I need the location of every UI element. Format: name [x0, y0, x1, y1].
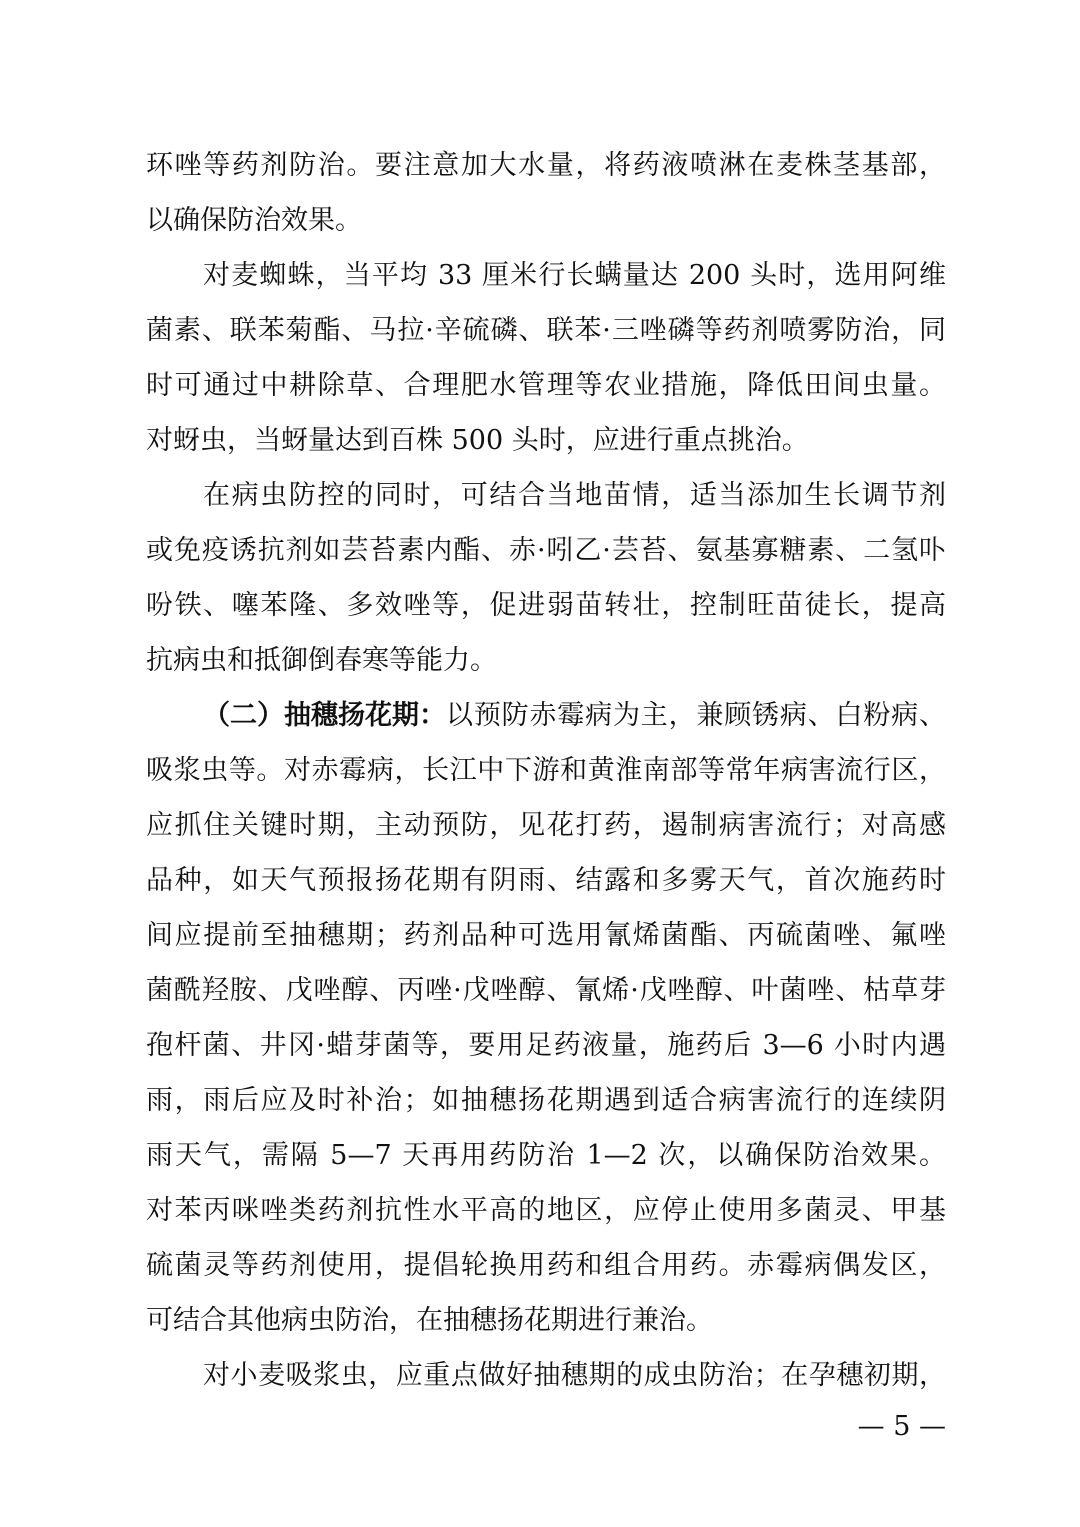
text-line: 对苯丙咪唑类药剂抗性水平高的地区，应停止使用多菌灵、甲基: [146, 1195, 946, 1226]
text-line: 应抓住关键时期，主动预防，见花打药，遏制病害流行；对高感: [146, 810, 946, 841]
text-line: 时可通过中耕除草、合理肥水管理等农业措施，降低田间虫量。: [146, 370, 946, 401]
text-line: 可结合其他病虫防治，在抽穗扬花期进行兼治。: [146, 1305, 713, 1336]
text-line: 间应提前至抽穗期；药剂品种可选用氰烯菌酯、丙硫菌唑、氟唑: [146, 920, 946, 951]
text-line: 孢杆菌、井冈·蜡芽菌等，要用足药液量，施药后 3—6 小时内遇: [146, 1030, 946, 1061]
text-line: 抗病虫和抵御倒春寒等能力。: [146, 645, 497, 676]
page-number: — 5 —: [857, 1411, 946, 1442]
text-line: 以预防赤霉病为主，兼顾锈病、白粉病、: [446, 700, 946, 731]
text-line: 在病虫防控的同时，可结合当地苗情，适当添加生长调节剂: [203, 480, 946, 511]
text-line: 菌酰羟胺、戊唑醇、丙唑·戊唑醇、氰烯·戊唑醇、叶菌唑、枯草芽: [146, 975, 946, 1006]
text-line: 雨，雨后应及时补治；如抽穗扬花期遇到适合病害流行的连续阴: [146, 1085, 946, 1116]
text-line: 对小麦吸浆虫，应重点做好抽穗期的成虫防治；在孕穗初期，: [203, 1360, 946, 1391]
text-line: 硫菌灵等药剂使用，提倡轮换用药和组合用药。赤霉病偶发区，: [146, 1250, 946, 1281]
section-heading: （二）抽穗扬花期：: [203, 700, 446, 731]
section-paragraph-start: [203, 696, 946, 736]
text-line: 以确保防治效果。: [146, 205, 362, 236]
text-line: 吩铁、噻苯隆、多效唑等，促进弱苗转壮，控制旺苗徒长，提高: [146, 590, 946, 621]
text-line: 对麦蜘蛛，当平均 33 厘米行长螨量达 200 头时，选用阿维: [203, 260, 946, 291]
text-line: 吸浆虫等。对赤霉病，长江中下游和黄淮南部等常年病害流行区，: [146, 755, 946, 786]
text-line: 菌素、联苯菊酯、马拉·辛硫磷、联苯·三唑磷等药剂喷雾防治，同: [146, 315, 946, 346]
text-line: 品种，如天气预报扬花期有阴雨、结露和多雾天气，首次施药时: [146, 865, 946, 896]
text-line: 对蚜虫，当蚜量达到百株 500 头时，应进行重点挑治。: [146, 425, 809, 456]
text-line: 雨天气，需隔 5—7 天再用药防治 1—2 次，以确保防治效果。: [146, 1140, 946, 1171]
text-line: 或免疫诱抗剂如芸苔素内酯、赤·吲乙·芸苔、氨基寡糖素、二氢卟: [146, 535, 946, 566]
text-line: 环唑等药剂防治。要注意加大水量，将药液喷淋在麦株茎基部，: [146, 150, 946, 181]
